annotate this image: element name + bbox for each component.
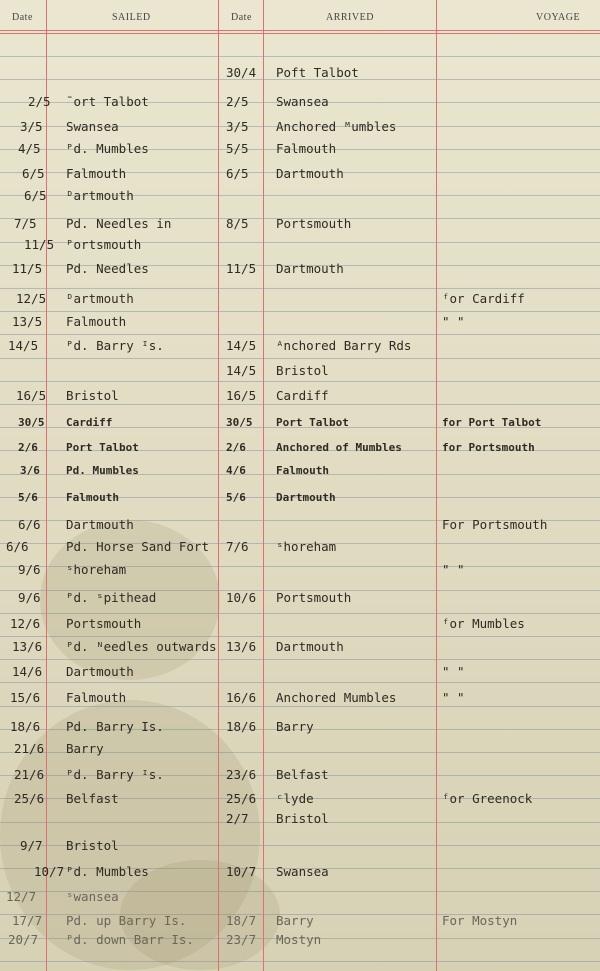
arrived-place: ᶜlyde — [276, 791, 314, 806]
sailed-place: Falmouth — [66, 314, 127, 329]
sailed-place: Falmouth — [66, 491, 119, 504]
sailed-place: Dartmouth — [66, 664, 134, 679]
arrived-date: 4/6 — [226, 464, 246, 477]
header-date-sailed: Date — [12, 12, 33, 23]
sailed-place: Falmouth — [66, 690, 127, 705]
sailed-date: 11/5 — [12, 261, 43, 276]
arrived-date: 10/6 — [226, 590, 257, 605]
sailed-date: 6/5 — [24, 188, 47, 203]
sailed-date: 30/5 — [18, 416, 45, 429]
arrived-date: 2/5 — [226, 94, 249, 109]
voyage-note: ᶠor Cardiff — [442, 291, 525, 306]
arrived-place: Cardiff — [276, 388, 329, 403]
sailed-date: 18/6 — [10, 719, 41, 734]
arrived-date: 2/7 — [226, 811, 249, 826]
arrived-date: 16/6 — [226, 690, 257, 705]
sailed-date: 20/7 — [8, 932, 39, 947]
sailed-place: Dartmouth — [66, 517, 134, 532]
sailed-place: Pd. up Barry Is. — [66, 913, 187, 928]
voyage-note: ᶠor Greenock — [442, 791, 533, 806]
ruled-line — [0, 358, 600, 359]
voyage-note: ᶠor Mumbles — [442, 616, 525, 631]
sailed-place: ᴾd. Barry ᴵs. — [66, 338, 164, 353]
arrived-date: 7/6 — [226, 539, 249, 554]
sailed-date: 9/6 — [18, 590, 41, 605]
header-sailed: SAILED — [112, 12, 151, 23]
sailed-place: ᴾd. ˢpithead — [66, 590, 157, 605]
ruled-line — [0, 334, 600, 335]
sailed-place: Swansea — [66, 119, 119, 134]
sailed-date: 21/6 — [14, 767, 45, 782]
sailed-date: 17/7 — [12, 913, 43, 928]
sailed-place: ᴾd. Barry ᴵs. — [66, 767, 164, 782]
voyage-note: " " — [442, 664, 465, 679]
sailed-place: Portsmouth — [66, 616, 142, 631]
arrived-place: Anchored of Mumbles — [276, 441, 402, 454]
sailed-place: Pd. Horse Sand Fort — [66, 539, 209, 554]
sailed-date: 5/6 — [18, 491, 38, 504]
sailed-date: 2/5 — [28, 94, 51, 109]
voyage-note: for Portsmouth — [442, 441, 535, 454]
arrived-place: Barry — [276, 913, 314, 928]
arrived-date: 14/5 — [226, 338, 257, 353]
header-arrived: ARRIVED — [326, 12, 374, 23]
arrived-place: Mostyn — [276, 932, 322, 947]
arrived-date: 18/7 — [226, 913, 257, 928]
arrived-place: ˢhoreham — [276, 539, 337, 554]
arrived-place: Dartmouth — [276, 491, 336, 504]
arrived-date: 25/6 — [226, 791, 257, 806]
sailed-date: 2/6 — [18, 441, 38, 454]
arrived-place: Dartmouth — [276, 166, 344, 181]
arrived-date: 30/5 — [226, 416, 253, 429]
arrived-place: Portsmouth — [276, 216, 352, 231]
arrived-date: 13/6 — [226, 639, 257, 654]
arrived-date: 18/6 — [226, 719, 257, 734]
sailed-date: 12/7 — [6, 889, 37, 904]
arrived-date: 3/5 — [226, 119, 249, 134]
sailed-date: 4/5 — [18, 141, 41, 156]
arrived-place: Anchored ᴹumbles — [276, 119, 397, 134]
voyage-note: " " — [442, 314, 465, 329]
ruled-line — [0, 404, 600, 405]
sailed-place: ˢwansea — [66, 889, 119, 904]
sailed-place: Cardiff — [66, 416, 113, 429]
ruled-line — [0, 311, 600, 312]
ruled-line — [0, 682, 600, 683]
arrived-date: 2/6 — [226, 441, 246, 454]
sailed-date: 13/6 — [12, 639, 43, 654]
voyage-note: for Port Talbot — [442, 416, 542, 429]
header-date-arrived: Date — [231, 12, 252, 23]
sailed-place: Port Talbot — [66, 441, 139, 454]
sailed-date: 12/5 — [16, 291, 47, 306]
arrived-date: 14/5 — [226, 363, 257, 378]
arrived-date: 23/7 — [226, 932, 257, 947]
arrived-date: 30/4 — [226, 65, 257, 80]
ruled-line — [0, 288, 600, 289]
voyage-note: " " — [442, 562, 465, 577]
sailed-place: ᴰartmouth — [66, 291, 134, 306]
sailed-date: 6/6 — [18, 517, 41, 532]
arrived-date: 6/5 — [226, 166, 249, 181]
arrived-place: Anchored Mumbles — [276, 690, 397, 705]
arrived-place: Dartmouth — [276, 261, 344, 276]
arrived-date: 23/6 — [226, 767, 257, 782]
arrived-place: Barry — [276, 719, 314, 734]
arrived-place: Swansea — [276, 864, 329, 879]
sailed-place: Falmouth — [66, 166, 127, 181]
sailed-date: 11/5 — [24, 237, 55, 252]
arrived-place: ᴬnchored Barry Rds — [276, 338, 412, 353]
arrived-date: 16/5 — [226, 388, 257, 403]
arrived-place: Swansea — [276, 94, 329, 109]
header-voyage: VOYAGE — [536, 12, 581, 23]
sailed-date: 10/7 — [34, 864, 65, 879]
ruled-line — [0, 381, 600, 382]
sailed-place: Bristol — [66, 838, 119, 853]
sailed-place: Pd. Needles in — [66, 216, 172, 231]
sailed-place: Barry — [66, 741, 104, 756]
sailed-date: 7/5 — [14, 216, 37, 231]
sailed-place: ᴾortsmouth — [66, 237, 142, 252]
voyage-note: For Portsmouth — [442, 517, 548, 532]
sailed-place: Pd. Needles — [66, 261, 149, 276]
arrived-place: Portsmouth — [276, 590, 352, 605]
arrived-date: 11/5 — [226, 261, 257, 276]
arrived-date: 10/7 — [226, 864, 257, 879]
sailed-date: 16/5 — [16, 388, 47, 403]
sailed-place: ᴾd. ᴺeedles outwards — [66, 639, 217, 654]
sailed-place: Belfast — [66, 791, 119, 806]
arrived-place: Dartmouth — [276, 639, 344, 654]
voyage-note: For Mostyn — [442, 913, 518, 928]
sailed-place: ᴾd. down Barr Is. — [66, 932, 194, 947]
sailed-place: ᴾd. Mumbles — [66, 864, 149, 879]
sailed-date: 14/6 — [12, 664, 43, 679]
sailed-date: 3/5 — [20, 119, 43, 134]
sailed-date: 13/5 — [12, 314, 43, 329]
arrived-place: Falmouth — [276, 464, 329, 477]
arrived-place: Belfast — [276, 767, 329, 782]
sailed-place: ˢhoreham — [66, 562, 127, 577]
sailed-date: 25/6 — [14, 791, 45, 806]
sailed-date: 12/6 — [10, 616, 41, 631]
arrived-date: 5/6 — [226, 491, 246, 504]
voyage-note: " " — [442, 690, 465, 705]
ruled-line — [0, 56, 600, 57]
sailed-date: 15/6 — [10, 690, 41, 705]
arrived-place: Port Talbot — [276, 416, 349, 429]
arrived-place: Bristol — [276, 811, 329, 826]
arrived-date: 8/5 — [226, 216, 249, 231]
sailed-place: ˉort Talbot — [66, 94, 149, 109]
sailed-place: Pd. Mumbles — [66, 464, 139, 477]
arrived-date: 5/5 — [226, 141, 249, 156]
arrived-place: Falmouth — [276, 141, 337, 156]
sailed-date: 9/7 — [20, 838, 43, 853]
sailed-date: 6/5 — [22, 166, 45, 181]
arrived-place: Bristol — [276, 363, 329, 378]
sailed-date: 9/6 — [18, 562, 41, 577]
sailed-place: Pd. Barry Is. — [66, 719, 164, 734]
sailed-place: ᴰartmouth — [66, 188, 134, 203]
sailed-date: 3/6 — [20, 464, 40, 477]
sailed-date: 14/5 — [8, 338, 39, 353]
sailed-date: 6/6 — [6, 539, 29, 554]
sailed-place: Bristol — [66, 388, 119, 403]
sailed-date: 21/6 — [14, 741, 45, 756]
sailed-place: ᴾd. Mumbles — [66, 141, 149, 156]
arrived-place: Poft Talbot — [276, 65, 359, 80]
